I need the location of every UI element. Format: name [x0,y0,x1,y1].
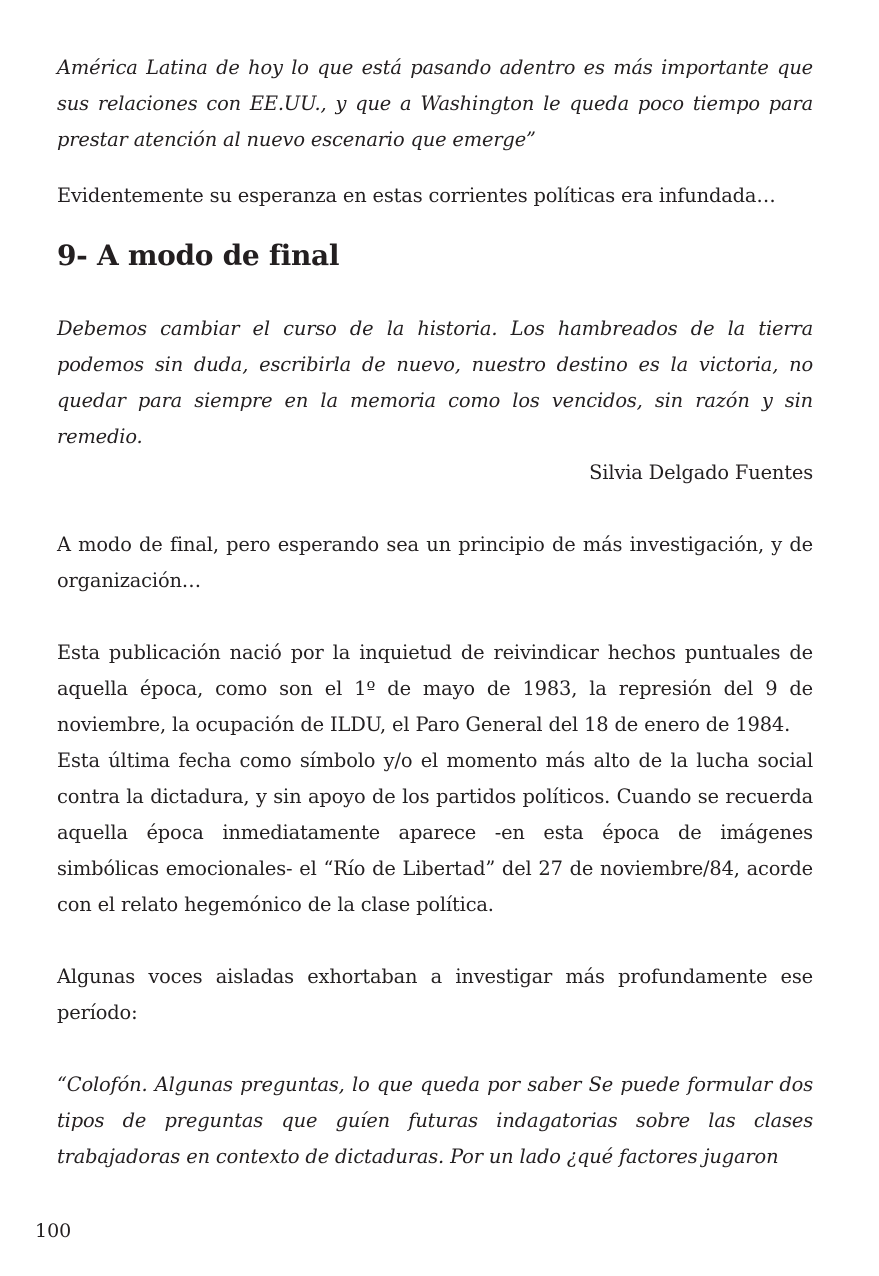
body-paragraph-1b: Esta última fecha como símbolo y/o el momento más alto de la lucha social contra la dictadura, y sin apoyo de los partidos políticos. Cuando se recuerda aquella época inmediatamente aparece -en esta época de imágenes simbólicas emocionales- el “Río de Libertad” del 27 de noviembre/84, acorde con el relato hegemónico de la clase política. [57,749,813,916]
page-number: 100 [35,1220,72,1242]
comment-paragraph: Evidentemente su esperanza en estas corrientes políticas era infundada… [57,184,776,207]
epigraph: Debemos cambiar el curso de la historia. Los hambreados de la tierra podemos sin duda, escribirla de nuevo, nuestro destino es la victoria, no quedar para siempre en la memoria como los vencidos, sin razón y sin remedio. [57,317,813,448]
document-page [57,50,813,1175]
section-heading: 9- A modo de final [57,239,340,272]
intro-paragraph: A modo de final, pero esperando sea un principio de más investigación, y de organización… [57,533,813,592]
quote-continuation: América Latina de hoy lo que está pasando adentro es más importante que sus relaciones con EE.UU., y que a Washington le queda poco tiempo para prestar atención al nuevo escenario que emerge” [57,56,813,151]
body-paragraph-1a: Esta publicación nació por la inquietud de reivindicar hechos puntuales de aquella época, como son el 1º de mayo de 1983, la represión del 9 de noviembre, la ocupación de ILDU, el Paro General del 18 de enero de 1984. [57,641,813,736]
epigraph-author: Silvia Delgado Fuentes [589,461,813,484]
body-paragraph-2: Algunas voces aisladas exhortaban a investigar más profundamente ese período: [57,965,813,1024]
closing-quote: “Colofón. Algunas preguntas, lo que queda por saber Se puede formular dos tipos de preguntas que guíen futuras indagatorias sobre las clases trabajadoras en contexto de dictaduras. Por un lado ¿qué factores jugaron [57,1073,813,1168]
